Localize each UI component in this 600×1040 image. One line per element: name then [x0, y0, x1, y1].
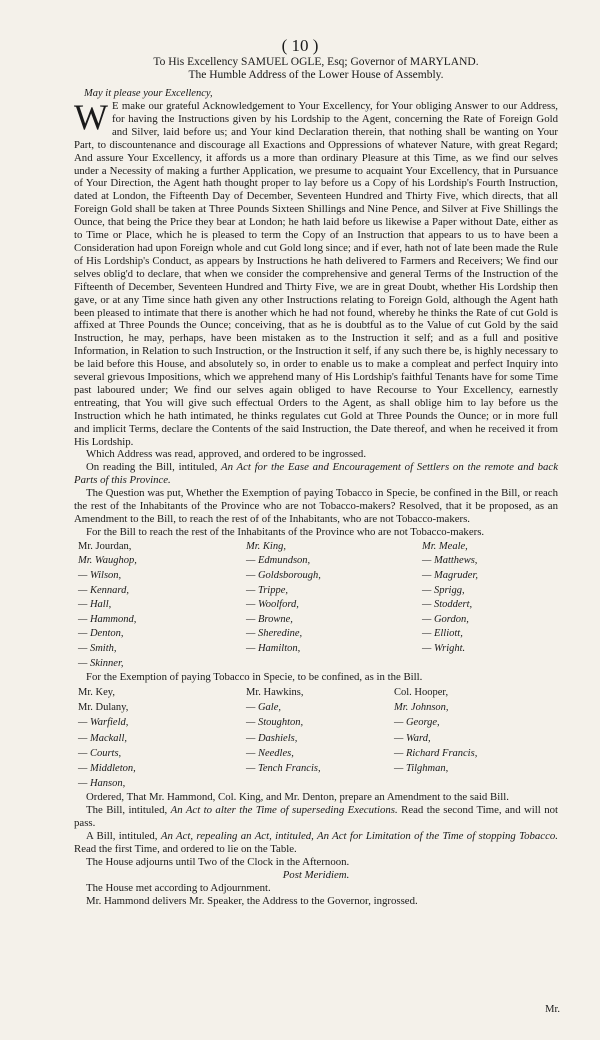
- voter-name: — Kennard,: [78, 584, 129, 596]
- voter-name: Mr. Hawkins,: [246, 687, 304, 699]
- drop-cap: W: [74, 97, 108, 137]
- votes-for-col-2: [246, 540, 422, 671]
- votes-for-col-1: [74, 540, 246, 671]
- voter-name: Mr. Waughop,: [78, 555, 137, 567]
- voter-name: — Sheredine,: [246, 628, 303, 640]
- voter-name: — Hamilton,: [246, 642, 301, 654]
- address-heading: [74, 56, 558, 82]
- voter-name: — Denton,: [78, 628, 124, 640]
- catchword: Mr.: [545, 1004, 560, 1015]
- post-meridiem-heading: Post Meridiem.: [282, 868, 350, 881]
- voter-name: — Elliott,: [422, 628, 463, 640]
- paragraph-delivers-address: Mr. Hammond delivers Mr. Speaker, the Address to the Governor, ingrossed.: [86, 894, 418, 907]
- voter-name: — Edmundson,: [246, 555, 311, 567]
- voter-name: — Middleton,: [78, 763, 136, 775]
- voter-name: Mr. King,: [246, 540, 286, 552]
- voter-name: — Skinner,: [78, 657, 124, 669]
- voter-name: — Warfield,: [78, 717, 129, 729]
- paragraph-repealing-bill: [74, 830, 558, 856]
- voter-name: Mr. Meale,: [422, 540, 468, 552]
- voter-name: — Smith,: [78, 642, 117, 654]
- voter-name: — George,: [394, 717, 440, 729]
- votes-against-heading: For the Exemption of paying Tobacco in Specie, to be confined, as in the Bill.: [86, 671, 423, 684]
- voter-name: — Magruder,: [422, 570, 479, 581]
- voter-name: Mr. Dulany,: [78, 702, 129, 714]
- voter-name: — Woolford,: [246, 599, 299, 611]
- bill-title: An Act for the Ease and Encouragement of Settlers on the remote and back Parts of this Province.: [74, 461, 558, 487]
- voter-name: — Stoughton,: [246, 717, 304, 729]
- voter-name: Col. Hooper,: [394, 687, 449, 699]
- voter-name: — Ward,: [394, 732, 431, 744]
- paragraph-ordered: Ordered, That Mr. Hammond, Col. King, and Mr. Denton, prepare an Amendment to the said Bill.: [86, 791, 509, 804]
- voter-name: Mr. Key,: [78, 687, 115, 699]
- votes-for-heading: For the Bill to reach the rest of the Inhabitants of the Province who are not Tobacco-makers.: [86, 525, 485, 538]
- voter-name: — Goldsborough,: [246, 570, 321, 581]
- voter-name: — Tilghman,: [394, 763, 449, 775]
- voter-name: — Dashiels,: [246, 732, 298, 744]
- voter-name: — Browne,: [246, 613, 293, 625]
- salutation: May it please your Excellency,: [84, 88, 213, 99]
- executions-bill-result: Read the second Time, and will not pass.: [74, 804, 559, 830]
- voter-name: — Needles,: [246, 747, 294, 759]
- paragraph-house-met: The House met according to Adjournment.: [86, 881, 271, 894]
- repealing-bill-title: An Act, repealing an Act, intituled, An Act for Limitation of the Time of stopping Tobacco.: [160, 830, 558, 843]
- votes-against-col-3: [394, 685, 544, 791]
- heading-line-1: To His Excellency SAMUEL OGLE, Esq; Governor of MARYLAND.: [153, 56, 479, 68]
- voter-name: — Matthews,: [422, 555, 478, 567]
- voter-name: Mr. Johnson,: [394, 702, 449, 714]
- voter-name: — Sprigg,: [422, 584, 465, 596]
- votes-against-list: [74, 685, 558, 791]
- voter-name: — Gordon,: [422, 613, 469, 625]
- votes-for-col-3: [422, 540, 552, 671]
- page-number: ( 10 ): [281, 36, 319, 55]
- voter-name: — Courts,: [78, 747, 122, 759]
- voter-name: Mr. Jourdan,: [78, 540, 132, 552]
- votes-for-list: [74, 540, 558, 671]
- voter-name: — Hammond,: [78, 613, 137, 625]
- repealing-bill-result: Read the first Time, and ordered to lie on the Table.: [74, 843, 297, 856]
- votes-against-col-2: [246, 685, 394, 791]
- executions-bill-title: An Act to alter the Time of superseding Executions.: [170, 804, 398, 817]
- voter-name: — Hall,: [78, 599, 112, 611]
- voter-name: — Wright.: [422, 642, 466, 654]
- repealing-bill-lead: A Bill, intituled,: [86, 830, 161, 843]
- bill-reading-lead: On reading the Bill, intituled,: [86, 461, 222, 474]
- voter-name: — Richard Francis,: [394, 747, 478, 759]
- voter-name: — Gale,: [246, 702, 281, 714]
- address-body: [74, 97, 558, 448]
- voter-name: — Hanson,: [78, 778, 126, 790]
- heading-line-2: The Humble Address of the Lower House of Assembly.: [188, 69, 444, 81]
- paragraph-bill-reading: [74, 461, 558, 487]
- voter-name: — Trippe,: [246, 584, 289, 596]
- executions-bill-lead: The Bill, intituled,: [86, 804, 171, 817]
- voter-name: — Tench Francis,: [246, 763, 321, 775]
- paragraph-adjourns: The House adjourns until Two of the Clock in the Afternoon.: [86, 856, 350, 869]
- voter-name: — Stoddert,: [422, 599, 473, 611]
- address-text: E make our grateful Acknowledgement to Your Excellency, for Your obliging Answer to our Address, for having the Instructions given by his Lordship to the Agent, concerning the Rate of Foreign Gold and Silver, laid before us; and Your kind Declaration therein, that nothing shall be wanting on Your Part, to discountenance and discourage all Exactions and Oppressions of whatever Nature, with great Regard; And assure Your Excellency, it affords us a more than ordinary Pleasure at this Time, as we find our selves under a Necessity of making a further Application, we presume to acquaint Your Excellency, that in Pursuance of Your Direction, the Agent hath thought proper to lay before us a Copy of his Lordship's Fourth Instruction, dated at London, the Fifteenth Day of December, Seventeen Hundred and Thirty Five, which directs, that all Foreign Gold shall be taken at Three Pounds Sixteen Shillings and Nine Pence, and Silver at Five Shillings the Ounce, that being the Price they bear at London; he hath laid before us likewise a Paper without Date, either as to Time or Place, which he is pleased to term the Copy of an Instruction that appears to us to have been a Consideration had upon Foreign whole and cut Gold long since; and if ever, hath not of late been made the Rule of His Lordship's Conduct, as appears by Instructions he hath delivered to Farmers and Receivers; We find our selves oblig'd to declare, that when we consider the comprehensive and general Terms of the Instruction of the Fifteenth of December, Seventeen Hundred and Thirty Five, we are in great Doubt, whether His Lordship then gave, or at any Time since hath given any other Instructions relating to Foreign Gold, although the Agent hath been pleased to intimate that there is another which he had not found, whereby he thinks the Rate of cut Gold is affixed at Three Pounds the Ounce; conceiving, that as he is doubtful as to the Value of cut Gold by the said Instruction, he may, perhaps, have been mistaken as to the Instruction it self; and as a full and positive Information, in Relation to such Instruction, or the Instruction it self, if any such there be, is highly necessary to be laid before this House, and absolutely so, in order to enable us to make a compleat and perfect Inquiry into several grievous Impositions, which we apprehend many of His Lordship's faithful Tenants have for some Time past laboured under; We find our selves again obliged to have Recourse to Your Excellency, earnestly entreating, that You will give such effectual Orders to the Agent, as shall oblige him to lay before us the Instruction which he hath intimated, he thinks regulates cut Gold at Three Pounds the Ounce; or in more full and implicit Terms, declare the Contents of the said Instruction, the Date thereof, and when he received it from His Lordship.: [74, 100, 558, 448]
- voter-name: — Wilson,: [78, 570, 122, 581]
- voter-name: — Mackall,: [78, 732, 127, 744]
- votes-against-col-1: [74, 685, 246, 791]
- paragraph-executions-bill: [74, 804, 558, 830]
- paragraph-approved: Which Address was read, approved, and ordered to be ingrossed.: [86, 448, 367, 461]
- paragraph-question: The Question was put, Whether the Exemption of paying Tobacco in Specie, be confined in the Bill, or reach the rest of the Inhabitants of the Province who are not Tobacco-makers? Resolved, that it be proposed, as an Amendment to the Bill, to reach the rest of of the Inhabitants, who are not Tobacco-makers.: [74, 487, 558, 525]
